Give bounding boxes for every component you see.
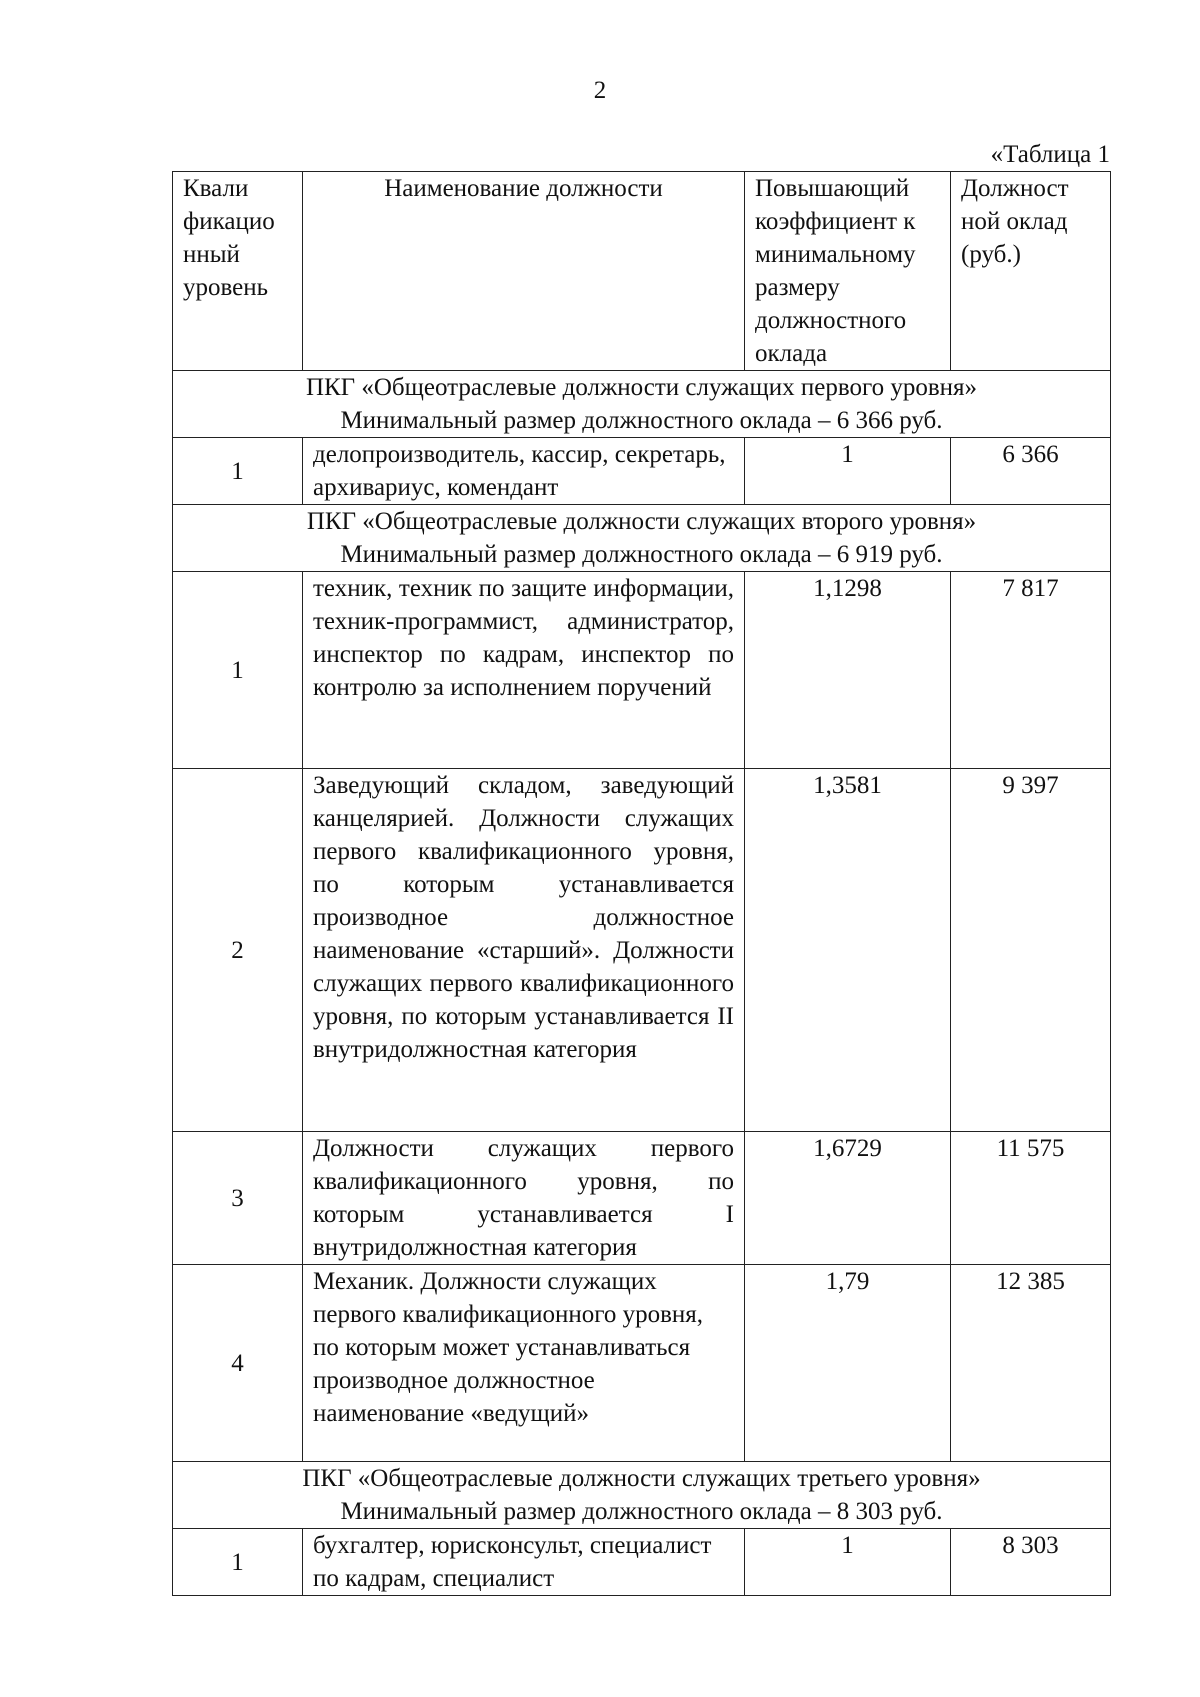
cell-level: 2: [173, 769, 303, 1132]
header-salary: Должност ной оклад (руб.): [951, 172, 1111, 371]
cell-coefficient: 1,1298: [745, 572, 951, 769]
group-min-salary: Минимальный размер должностного оклада – 6 366 руб.: [340, 407, 943, 434]
cell-salary: 9 397: [951, 769, 1111, 1132]
cell-salary: 12 385: [951, 1265, 1111, 1462]
group-header: [173, 505, 1111, 572]
group-title: ПКГ «Общеотраслевые должности служащих первого уровня»: [305, 374, 978, 401]
group-header: [173, 371, 1111, 438]
group-title: ПКГ «Общеотраслевые должности служащих второго уровня»: [306, 508, 977, 535]
table-row: [173, 769, 1111, 1132]
group-header: [173, 1462, 1111, 1529]
cell-position: бухгалтер, юрисконсульт, специалист по кадрам, специалист: [303, 1529, 745, 1596]
table-row: [173, 1132, 1111, 1265]
header-position: Наименование должности: [303, 172, 745, 371]
table-row: [173, 1265, 1111, 1462]
salary-table: [172, 171, 1111, 1596]
table-row: [173, 438, 1111, 505]
cell-position: делопроизводитель, кассир, секретарь, архивариус, комендант: [303, 438, 745, 505]
cell-salary: 6 366: [951, 438, 1111, 505]
cell-salary: 11 575: [951, 1132, 1111, 1265]
cell-coefficient: 1: [745, 438, 951, 505]
cell-level: 1: [173, 1529, 303, 1596]
cell-salary: 7 817: [951, 572, 1111, 769]
cell-coefficient: 1,79: [745, 1265, 951, 1462]
table-caption: «Таблица 1: [990, 141, 1110, 168]
group-header-row: [173, 1462, 1111, 1529]
table-header-row: [173, 172, 1111, 371]
table-row: [173, 572, 1111, 769]
page-number: 2: [593, 77, 607, 104]
cell-position: Механик. Должности служащих первого квалификационного уровня, по которым может устанавливаться производное должностное наименование «ведущий»: [303, 1265, 745, 1462]
cell-level: 1: [173, 572, 303, 769]
cell-level: 4: [173, 1265, 303, 1462]
group-title: ПКГ «Общеотраслевые должности служащих третьего уровня»: [302, 1465, 981, 1492]
group-min-salary: Минимальный размер должностного оклада – 6 919 руб.: [340, 541, 943, 568]
cell-coefficient: 1,6729: [745, 1132, 951, 1265]
header-coefficient: Повышающий коэффициент к минимальному размеру должностного оклада: [745, 172, 951, 371]
cell-salary: 8 303: [951, 1529, 1111, 1596]
cell-position: техник, техник по защите информации, техник-программист, администратор, инспектор по кадрам, инспектор по контролю за исполнением поручений: [303, 572, 745, 769]
cell-level: 3: [173, 1132, 303, 1265]
cell-level: 1: [173, 438, 303, 505]
group-header-row: [173, 371, 1111, 438]
cell-position: Заведующий складом, заведующий канцелярией. Должности служащих первого квалификационного уровня, по которым устанавливается производное должностное наименование «старший». Должности служащих первого квалификационного уровня, по которым устанавливается II внутридолжностная категория: [303, 769, 745, 1132]
cell-coefficient: 1: [745, 1529, 951, 1596]
header-level: Квали фикацио нный уровень: [173, 172, 303, 371]
cell-coefficient: 1,3581: [745, 769, 951, 1132]
cell-position: Должности служащих первого квалификационного уровня, по которым устанавливается I внутридолжностная категория: [303, 1132, 745, 1265]
table-row: [173, 1529, 1111, 1596]
group-header-row: [173, 505, 1111, 572]
group-min-salary: Минимальный размер должностного оклада – 8 303 руб.: [340, 1498, 943, 1525]
